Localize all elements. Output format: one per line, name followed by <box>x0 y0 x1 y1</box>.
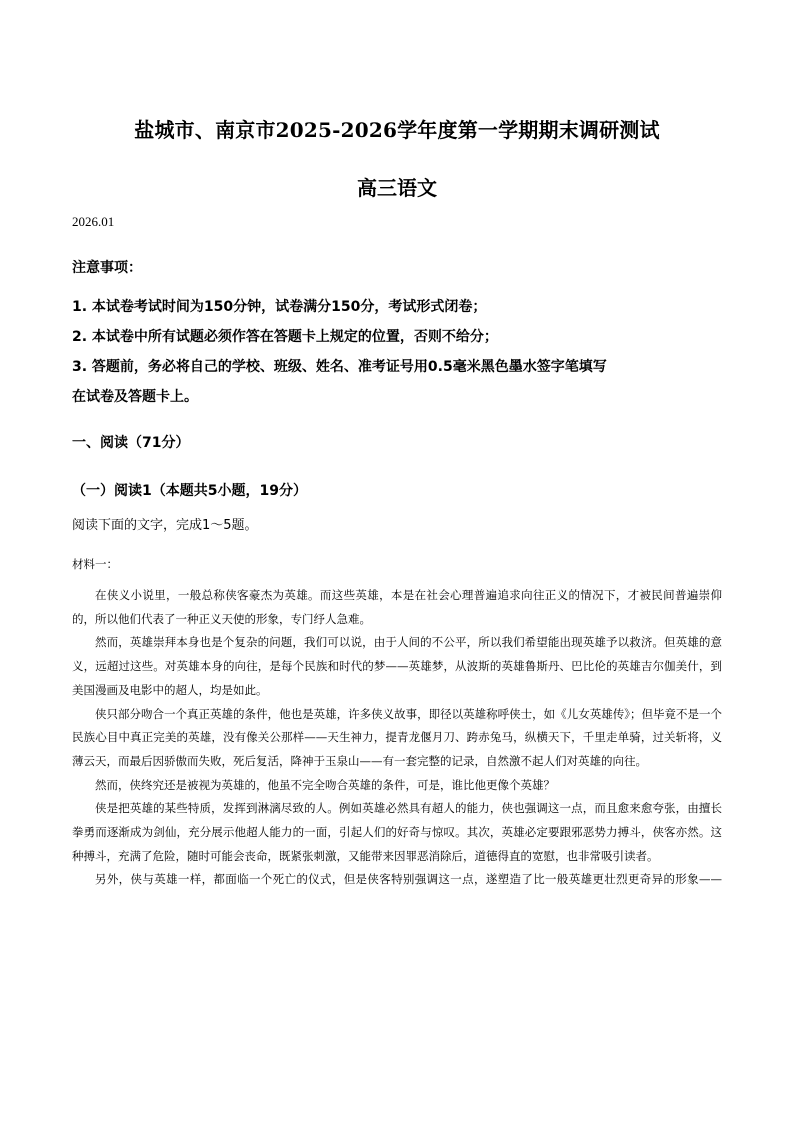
passage-paragraph: 另外，侠与英雄一样，都面临一个死亡的仪式，但是侠客特别强调这一点，遂塑造了比一般英雄更壮烈更奇异的形象—— <box>95 872 722 887</box>
passage-paragraph: 然而，侠终究还是被视为英雄的，他虽不完全吻合英雄的条件，可是，谁比他更像个英雄？ <box>95 777 555 792</box>
notice-item: 3. 答题前，务必将自己的学校、班级、姓名、准考证号用0.5毫米黑色墨水签字笔填写 <box>72 359 607 375</box>
passage-paragraph: 侠是把英雄的某些特质，发挥到淋漓尽致的人。例如英雄必然具有超人的能力，侠也强调这一点，而且愈来愈夸张，由擅长拳勇而逐渐成为剑仙，充分展示他超人能力的一面，引起人们的好奇与惊叹。其次，英雄必定要跟邪恶势力搏斗，侠客亦然。这种搏斗，充满了危险，随时可能会丧命，既紧张刺激，又能带来因罪恶消除后，道德得直的宽慰，也非常吸引读者。 <box>72 801 722 863</box>
reading-passage <box>72 584 722 892</box>
passage-paragraph: 侠只部分吻合一个真正英雄的条件，他也是英雄，许多侠义故事，即径以英雄称呼侠士，如《儿女英雄传》；但毕竟不是一个民族心目中真正完美的英雄，没有像关公那样——天生神力，提青龙偃月刀、跨赤兔马，纵横天下，千里走单骑，过关斩将，义薄云天，而最后因骄傲而失败，死后复活，降神于玉泉山——有一套完整的记录，自然激不起人们对英雄的向往。 <box>72 706 722 768</box>
reading-instruction: 阅读下面的文字，完成1～5题。 <box>72 518 258 533</box>
notice-item: 2. 本试卷中所有试题必须作答在答题卡上规定的位置，否则不给分； <box>72 329 498 345</box>
exam-date: 2026.01 <box>72 214 115 229</box>
notice-item: 1. 本试卷考试时间为150分钟，试卷满分150分，考试形式闭卷； <box>72 299 487 315</box>
material-label: 材料一： <box>72 557 118 571</box>
notice-heading: 注意事项： <box>72 260 142 276</box>
passage-paragraph: 在侠义小说里，一般总称侠客豪杰为英雄。而这些英雄，本是在社会心理普遍追求向往正义的情况下，才被民间普遍崇仰的，所以他们代表了一种正义天使的形象，专门纾人急难。 <box>72 588 722 626</box>
exam-title: 盐城市、南京市2025-2026学年度第一学期期末调研测试 <box>134 118 660 142</box>
section-heading: 一、阅读（71分） <box>72 435 190 451</box>
notice-list <box>72 292 722 412</box>
exam-subject: 高三语文 <box>357 176 437 200</box>
passage-paragraph: 然而，英雄崇拜本身也是个复杂的问题，我们可以说，由于人间的不公平，所以我们希望能出现英雄予以救济。但英雄的意义，远超过这些。对英雄本身的向往，是每个民族和时代的梦——英雄梦，从波斯的英雄鲁斯丹、巴比伦的英雄吉尔伽美什，到美国漫画及电影中的超人，均是如此。 <box>72 635 722 697</box>
notice-item: 在试卷及答题卡上。 <box>72 389 198 405</box>
subsection-heading: （一）阅读1（本题共5小题，19分） <box>72 483 307 499</box>
